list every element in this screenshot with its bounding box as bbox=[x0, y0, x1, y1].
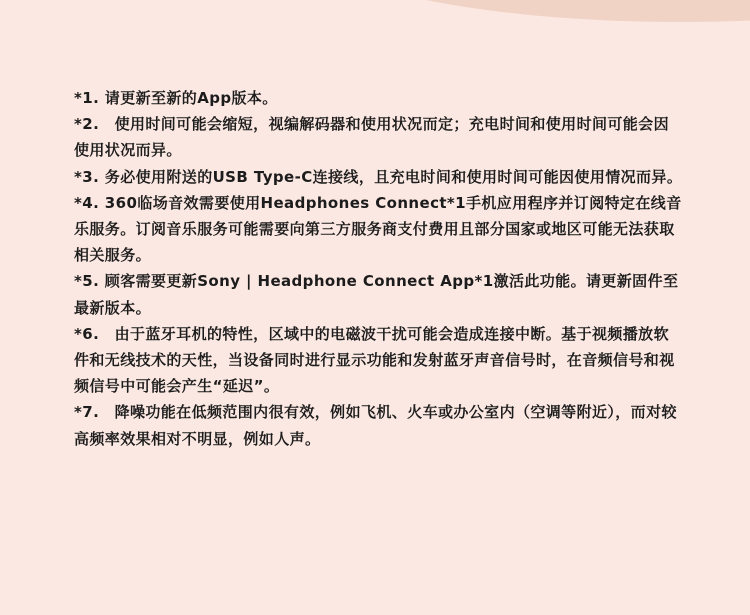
footnotes-list bbox=[74, 85, 684, 452]
footnote-4: *4. 360临场音效需要使用Headphones Connect*1手机应用程序并订阅特定在线音乐服务。订阅音乐服务可能需要向第三方服务商支付费用且部分国家或地区可能无法获取相关服务。 bbox=[74, 193, 682, 265]
footnote-6: *6. 由于蓝牙耳机的特性，区域中的电磁波干扰可能会造成连接中断。基于视频播放软件和无线技术的天性，当设备同时进行显示功能和发射蓝牙声音信号时，在音频信号和视频信号中可能会产生“延迟”。 bbox=[74, 324, 675, 396]
footnote-5: *5. 顾客需要更新Sony | Headphone Connect App*1激活此功能。请更新固件至最新版本。 bbox=[74, 272, 679, 317]
decorative-header-arc bbox=[300, 0, 750, 22]
footnote-2: *2. 使用时间可能会缩短，视编解码器和使用状况而定；充电时间和使用时间可能会因使用状况而异。 bbox=[74, 115, 669, 160]
footnote-3: *3. 务必使用附送的USB Type-C连接线，且充电时间和使用时间可能因使用情况而异。 bbox=[74, 167, 683, 186]
footnote-1: *1. 请更新至新的App版本。 bbox=[74, 89, 278, 107]
footnote-7: *7. 降噪功能在低频范围内很有效，例如飞机、火车或办公室内（空调等附近），而对较高频率效果相对不明显，例如人声。 bbox=[74, 403, 677, 448]
